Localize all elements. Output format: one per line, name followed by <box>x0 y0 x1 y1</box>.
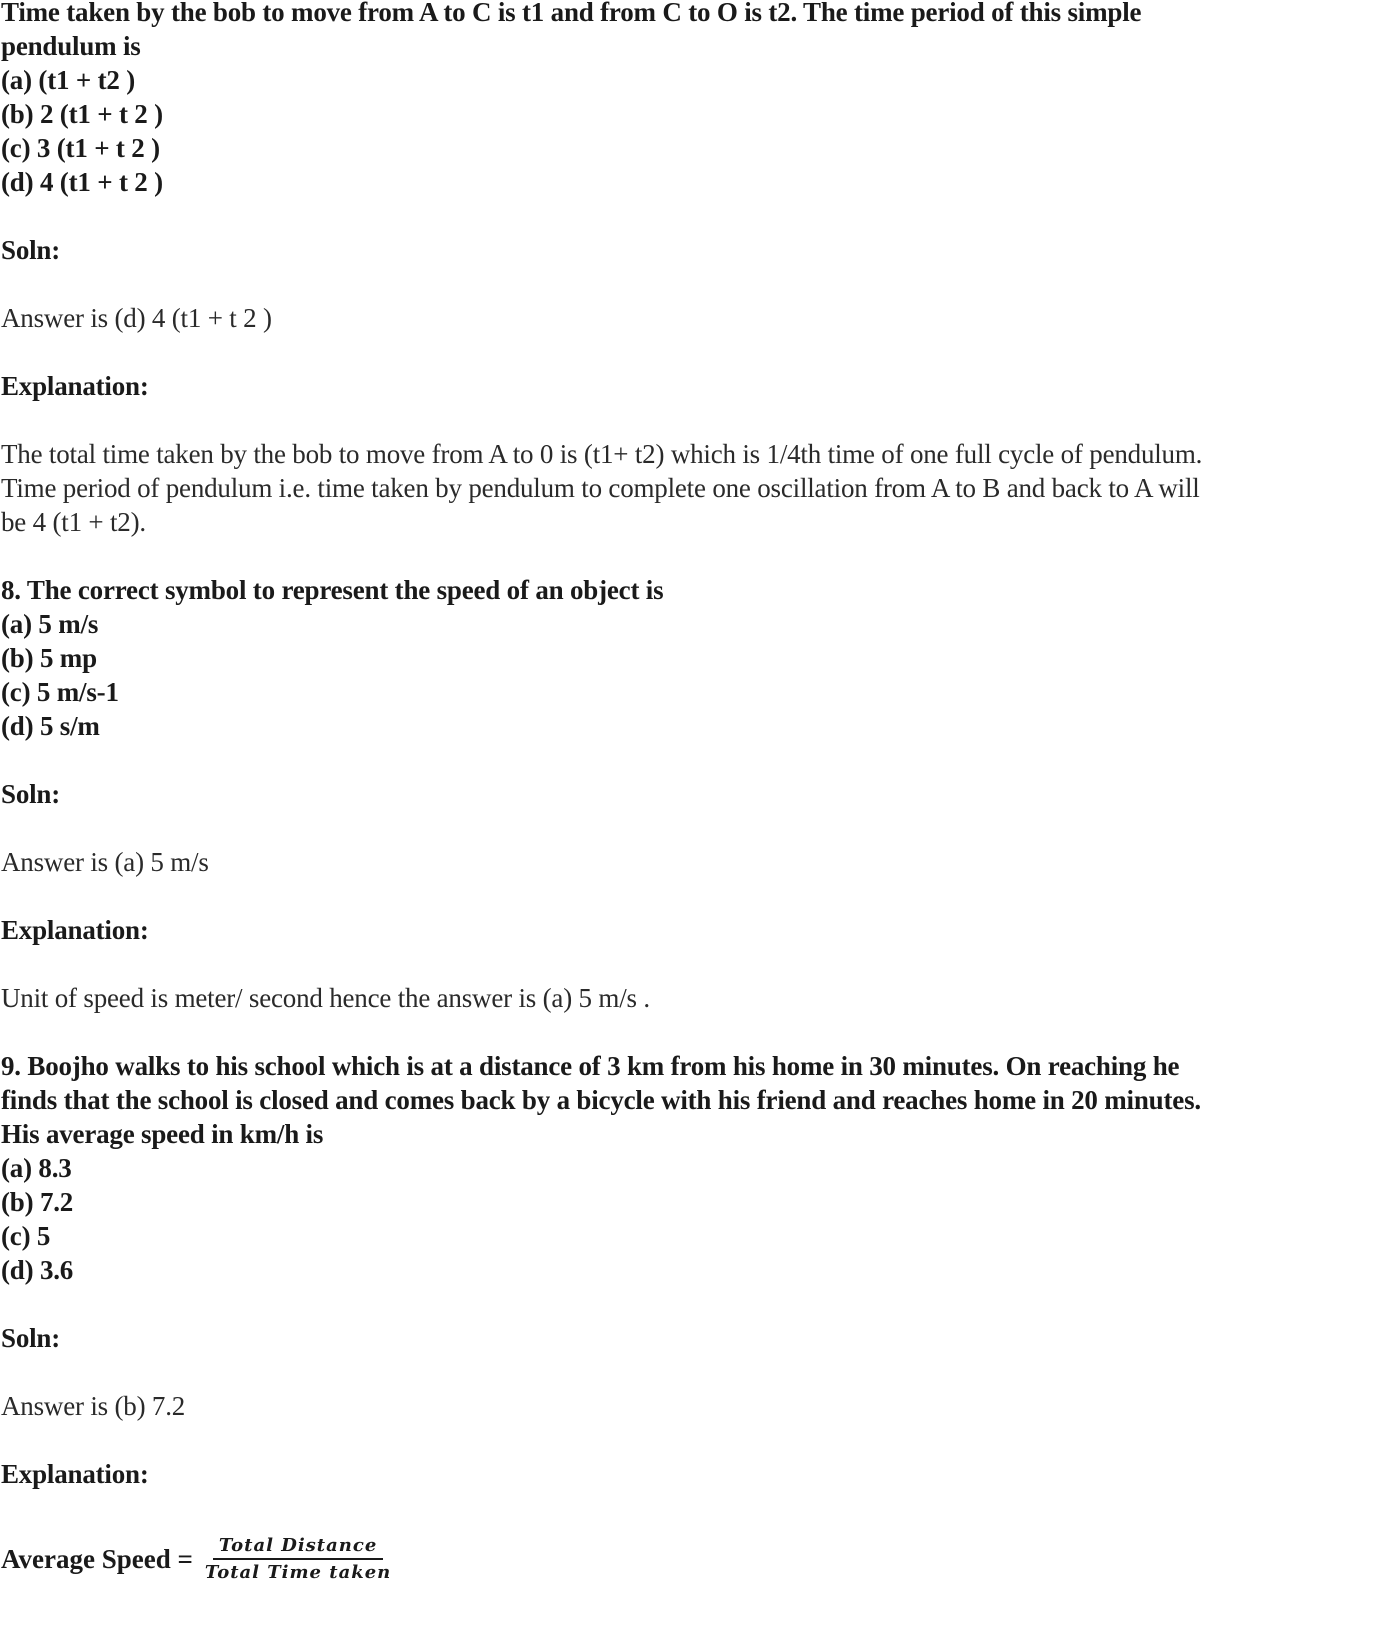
heading-line: Explanation: <box>1 1459 149 1489</box>
heading-line: pendulum is <box>1 31 141 61</box>
blank-line <box>1 1287 1387 1321</box>
blank-line <box>1 267 1387 301</box>
heading-line: (c) 5 m/s-1 <box>1 677 119 707</box>
blank-line <box>1 335 1387 369</box>
formula-denominator: Total Time taken <box>204 1562 392 1583</box>
heading-line: Time taken by the bob to move from A to C is t1 and from C to O is t2. The time period of this simple <box>1 0 1142 27</box>
text-line: Answer is (a) 5 m/s <box>1 847 209 877</box>
average-speed-formula <box>1 1529 1387 1589</box>
blank-line <box>1 1491 1387 1525</box>
text-line: Answer is (b) 7.2 <box>1 1391 186 1421</box>
heading-line: Explanation: <box>1 915 149 945</box>
blank-line <box>1 539 1387 573</box>
heading-line: (b) 7.2 <box>1 1187 74 1217</box>
heading-line: Soln: <box>1 1323 61 1353</box>
heading-line: 9. Boojho walks to his school which is at a distance of 3 km from his home in 30 minutes. On reaching he <box>1 1051 1180 1081</box>
text-line: The total time taken by the bob to move from A to 0 is (t1+ t2) which is 1/4th time of one full cycle of pendulum. <box>1 439 1203 469</box>
heading-line: (c) 5 <box>1 1221 51 1251</box>
heading-line: (d) 4 (t1 + t 2 ) <box>1 167 163 197</box>
heading-line: (b) 5 mp <box>1 643 97 673</box>
blank-line <box>1 947 1387 981</box>
blank-line <box>1 403 1387 437</box>
formula-lhs: Average Speed = <box>1 1543 193 1574</box>
heading-line: (d) 3.6 <box>1 1255 74 1285</box>
heading-line: (c) 3 (t1 + t 2 ) <box>1 133 160 163</box>
heading-line: Soln: <box>1 779 61 809</box>
heading-line: Soln: <box>1 235 61 265</box>
blank-line <box>1 811 1387 845</box>
blank-line <box>1 1015 1387 1049</box>
blank-line <box>1 1423 1387 1457</box>
heading-line: 8. The correct symbol to represent the speed of an object is <box>1 575 664 605</box>
formula-fraction <box>201 1535 395 1583</box>
text-line: Unit of speed is meter/ second hence the answer is (a) 5 m/s . <box>1 983 650 1013</box>
heading-line: (a) (t1 + t2 ) <box>1 65 136 95</box>
blank-line <box>1 743 1387 777</box>
heading-line: (a) 5 m/s <box>1 609 99 639</box>
text-line: Time period of pendulum i.e. time taken by pendulum to complete one oscillation from A to B and back to A will <box>1 473 1200 503</box>
text-line: Answer is (d) 4 (t1 + t 2 ) <box>1 303 272 333</box>
formula-numerator: Total Distance <box>213 1535 383 1560</box>
blank-line <box>1 199 1387 233</box>
heading-line: (a) 8.3 <box>1 1153 72 1183</box>
blank-line <box>1 879 1387 913</box>
heading-line: Explanation: <box>1 371 149 401</box>
heading-line: (b) 2 (t1 + t 2 ) <box>1 99 163 129</box>
document-page <box>1 0 1387 1589</box>
text-line: be 4 (t1 + t2). <box>1 507 146 537</box>
heading-line: (d) 5 s/m <box>1 711 100 741</box>
heading-line: His average speed in km/h is <box>1 1119 324 1149</box>
blank-line <box>1 1355 1387 1389</box>
heading-line: finds that the school is closed and comes back by a bicycle with his friend and reaches home in 20 minutes. <box>1 1085 1201 1115</box>
document-body <box>1 0 1387 1525</box>
